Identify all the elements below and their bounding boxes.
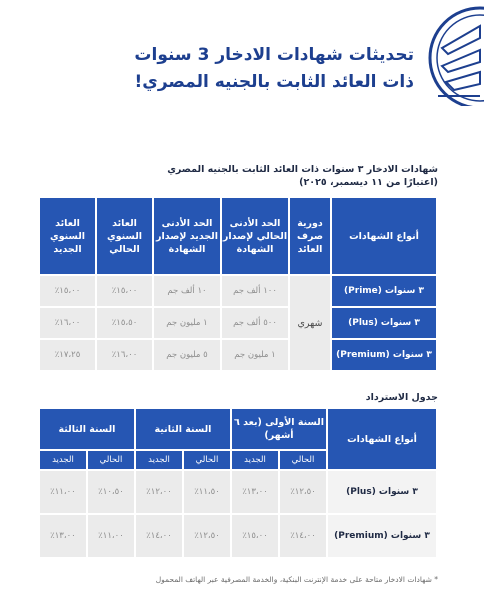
footnote: * شهادات الادخار متاحة على خدمة الإنترنت البنكية، والخدمة المصرفية عبر الهاتف المحمول [155,575,438,584]
table-row [39,307,437,339]
row-type: ٣ سنوات (Plus) [327,470,437,514]
min-current: ١٠٠ ألف جم [221,275,289,307]
rate-new: ١٧،٢٥٪ [39,339,96,371]
headline-line-2: ذات العائد الثابت بالجنيه المصري! [134,72,414,92]
value-cell: ١١،٥٠٪ [183,470,231,514]
value-cell: ١٣،٠٠٪ [231,470,279,514]
rate-new: ١٥،٠٠٪ [39,275,96,307]
subheader-new: الجديد [39,450,87,470]
row-type: ٣ سنوات (Prime) [331,275,437,307]
value-cell: ١١،٠٠٪ [87,514,135,558]
value-cell: ١٥،٠٠٪ [231,514,279,558]
value-cell: ١١،٠٠٪ [39,470,87,514]
min-current: ١ مليون جم [221,339,289,371]
redemption-section-title: جدول الاسترداد [365,392,438,403]
header-rate-current: العائد السنوي الحالي [96,197,153,275]
min-new: ١ مليون جم [153,307,221,339]
table-row [39,514,437,558]
redemption-table [38,407,438,559]
subheader-new: الجديد [135,450,183,470]
header-cert-types: أنواع الشهادات [331,197,437,275]
value-cell: ١٣،٠٠٪ [39,514,87,558]
page-headline [84,42,414,96]
header-rate-new: العائد السنوي الجديد [39,197,96,275]
rate-current: ١٥،٥٠٪ [96,307,153,339]
header-min-current: الحد الأدنى الحالي لإصدار الشهادة [221,197,289,275]
value-cell: ١٢،٠٠٪ [135,470,183,514]
min-current: ٥٠٠ ألف جم [221,307,289,339]
rates-title-line-2: (اعتبارًا من ١١ ديسمبر، ٢٠٢٥) [299,177,438,188]
rates-header-row [39,197,437,275]
value-cell: ١٠،٥٠٪ [87,470,135,514]
header-year-2: السنة الثانية [135,408,231,450]
header-cert-types: أنواع الشهادات [327,408,437,470]
rate-current: ١٥،٠٠٪ [96,275,153,307]
subheader-current: الحالي [279,450,327,470]
bank-logo-icon [414,6,484,106]
rates-title-line-1: شهادات الادخار ٣ سنوات ذات العائد الثابت بالجنيه المصري [167,164,438,175]
subheader-current: الحالي [87,450,135,470]
table-row [39,275,437,307]
value-cell: ١٤،٠٠٪ [279,514,327,558]
rate-new: ١٦،٠٠٪ [39,307,96,339]
row-type: ٣ سنوات (Plus) [331,307,437,339]
value-cell: ١٤،٠٠٪ [135,514,183,558]
rates-table [38,196,438,372]
min-new: ١٠ ألف جم [153,275,221,307]
header-year-3: السنة الثالثة [39,408,135,450]
row-type: ٣ سنوات (Premium) [331,339,437,371]
table-row [39,339,437,371]
header-payout: دورية صرف العائد [289,197,331,275]
header-year-1: السنة الأولى (بعد ٦ أشهر) [231,408,327,450]
value-cell: ١٢،٥٠٪ [183,514,231,558]
rates-section-title [58,163,438,189]
subheader-new: الجديد [231,450,279,470]
row-type: ٣ سنوات (Premium) [327,514,437,558]
min-new: ٥ مليون جم [153,339,221,371]
value-cell: ١٢،٥٠٪ [279,470,327,514]
payout-frequency: شهري [289,275,331,371]
header-min-new: الحد الأدنى الجديد لإصدار الشهادة [153,197,221,275]
subheader-current: الحالي [183,450,231,470]
rate-current: ١٦،٠٠٪ [96,339,153,371]
headline-line-1: تحديثات شهادات الادخار 3 سنوات [134,45,414,65]
table-row [39,470,437,514]
redemption-header-row [39,408,437,450]
